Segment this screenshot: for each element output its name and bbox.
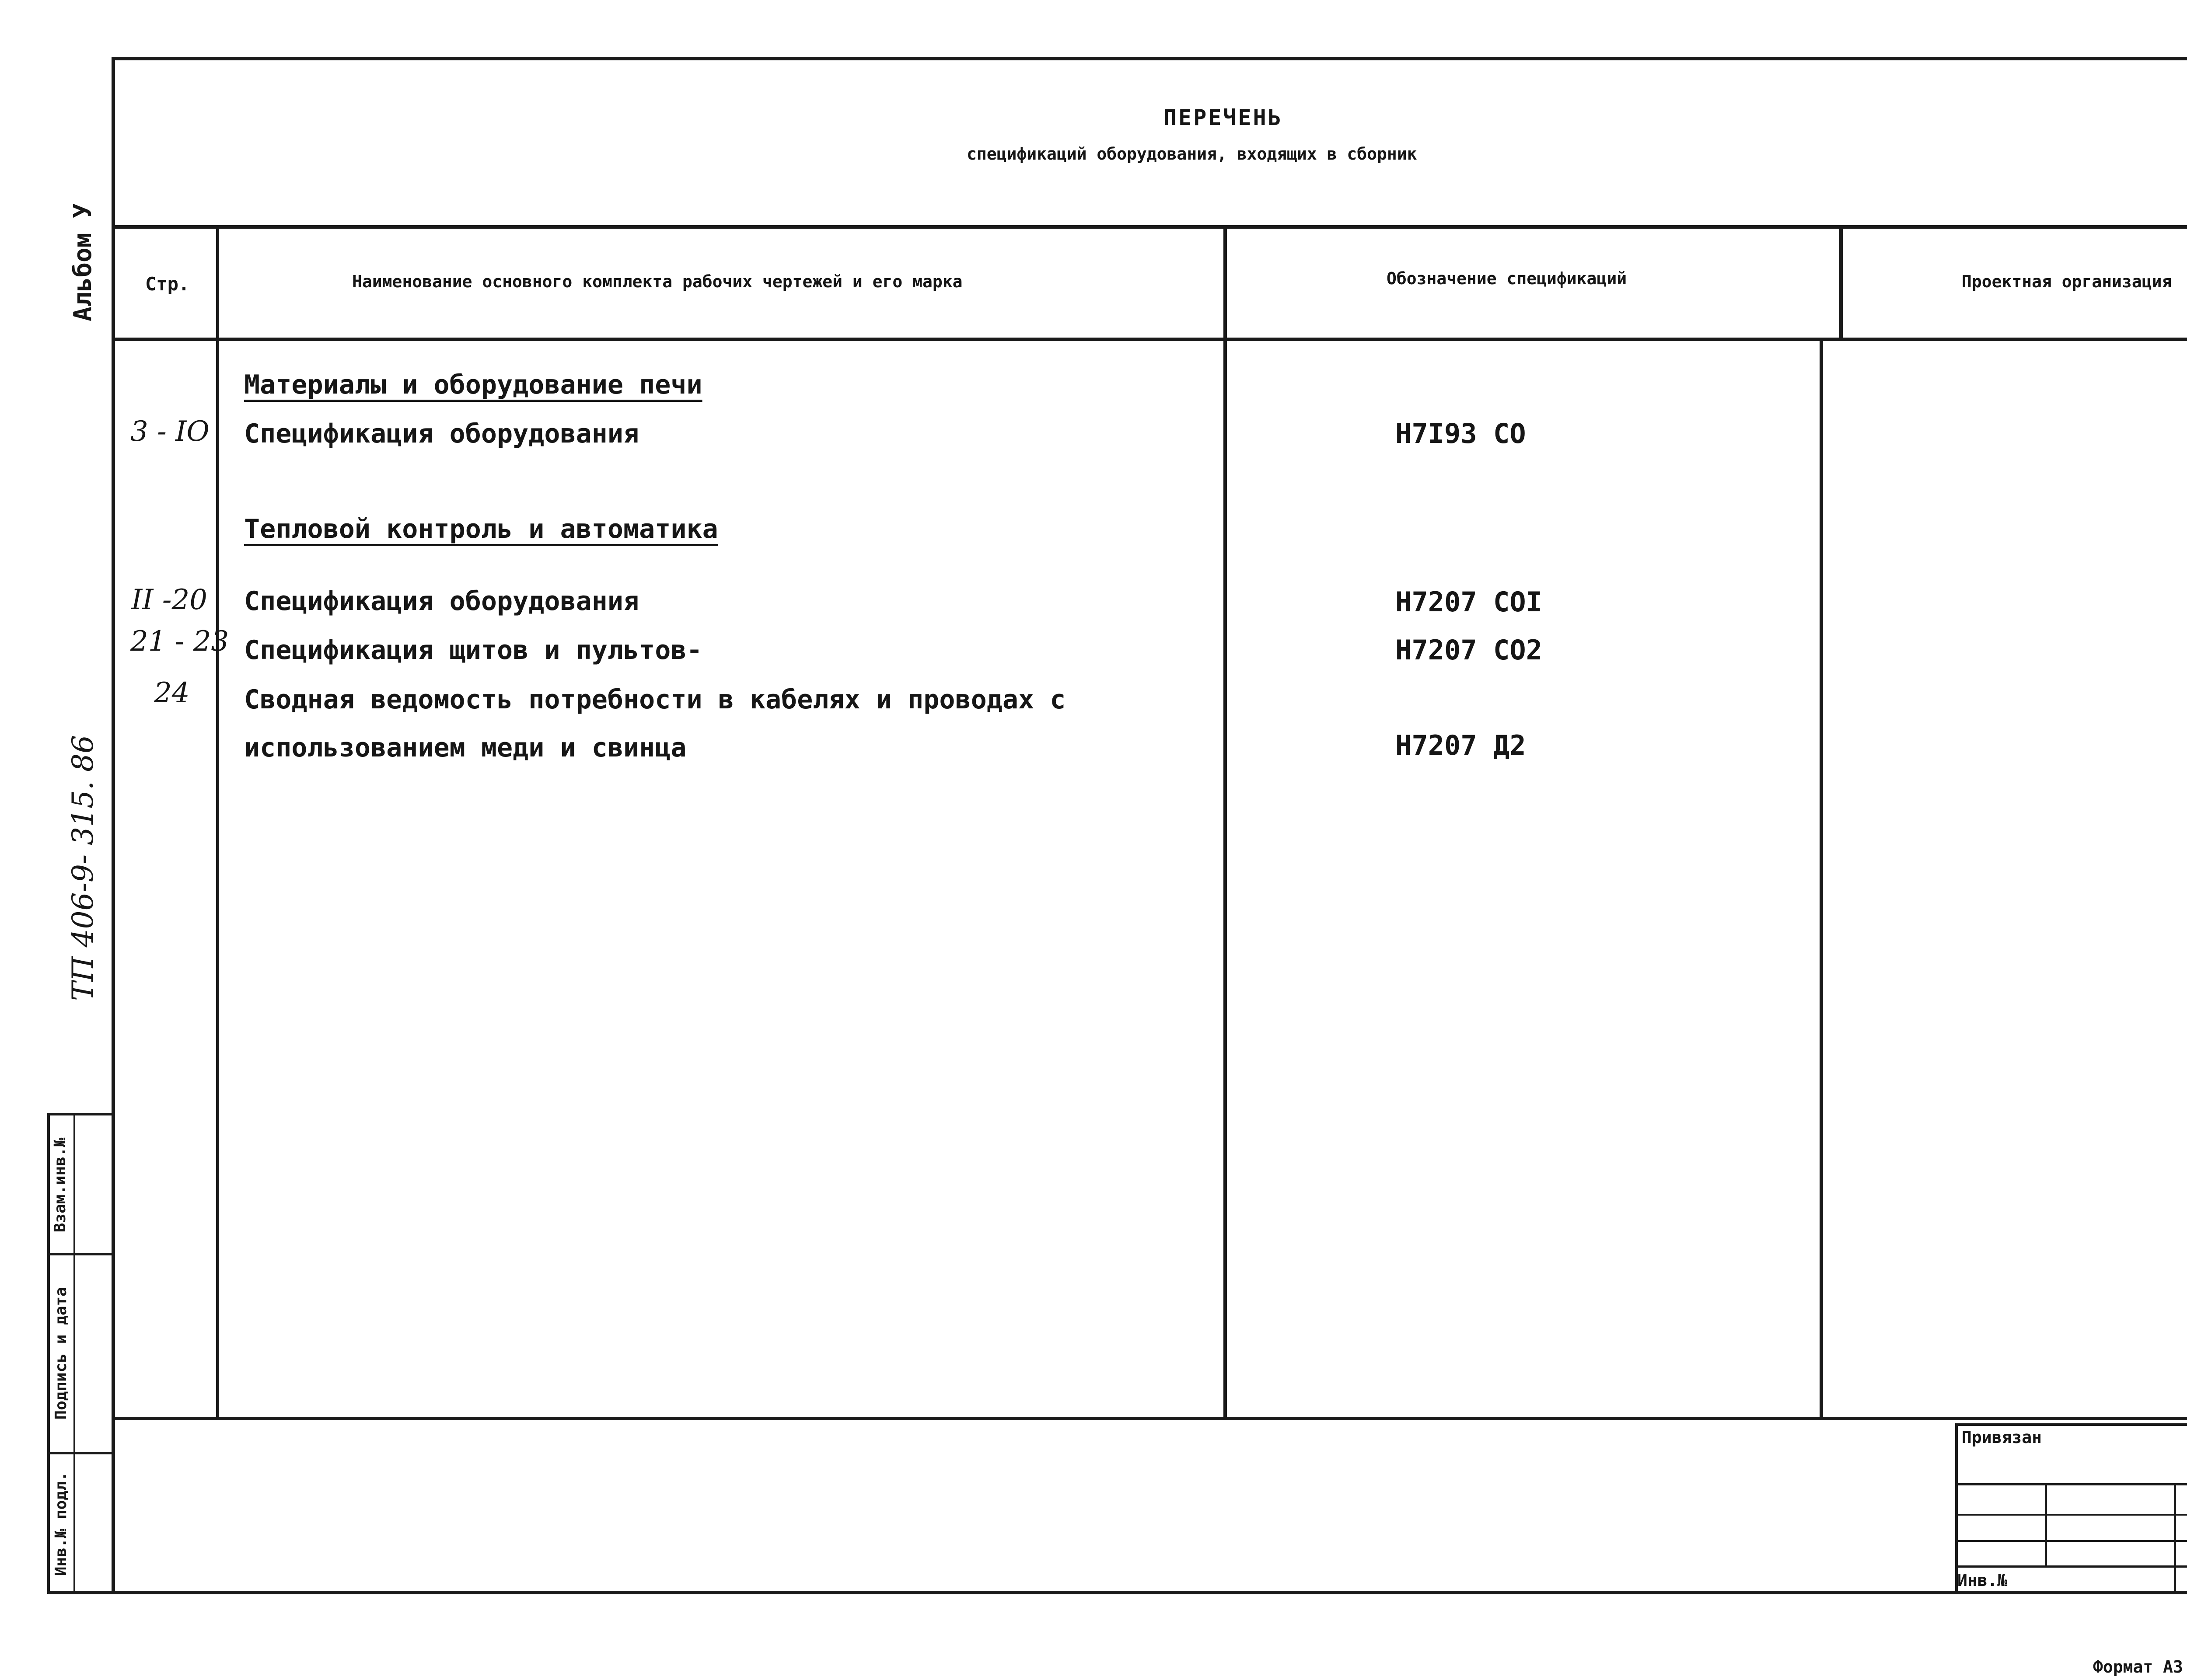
- section-heading: Тепловой контроль и автоматика: [244, 514, 718, 544]
- table-row-name: Спецификация щитов и пультов-: [244, 635, 702, 666]
- frame-top: [113, 57, 2187, 60]
- binding-stamp-top: [1955, 1423, 2187, 1426]
- stamp-top: [47, 1113, 114, 1115]
- column-header-org: Проектная организация: [1962, 272, 2172, 291]
- col-divider-2: [1223, 225, 1227, 1419]
- table-row-name: Спецификация оборудования: [244, 418, 639, 449]
- table-row-page: II -20: [131, 584, 207, 616]
- frame-bottom: [48, 1591, 2187, 1594]
- frame-left: [112, 57, 115, 1594]
- col-divider-3-lower: [1820, 341, 1823, 1419]
- binding-stamp-left: [1955, 1423, 1958, 1594]
- col-divider-1: [216, 225, 219, 1419]
- table-row-name: использованием меди и свинца: [244, 732, 687, 763]
- stamp-inventory-label: Инв.№ подл.: [52, 1471, 70, 1576]
- column-header-page: Стр.: [145, 273, 190, 295]
- table-row-name: Спецификация оборудования: [244, 586, 639, 617]
- table-row-page: 21 - 23: [130, 625, 229, 658]
- table-bottom-line: [113, 1417, 2187, 1420]
- table-row-code: Н7I93 СО: [1395, 418, 1526, 450]
- col-divider-3: [1839, 225, 1843, 341]
- table-row-page: 3 - IO: [130, 415, 210, 448]
- column-header-name: Наименование основного комплекта рабочих чертежей и его марка: [352, 272, 963, 291]
- table-row-page: 24: [154, 677, 190, 709]
- table-top-line: [113, 225, 2187, 229]
- header-bottom-line: [113, 338, 2187, 341]
- table-row-code: Н7207 СО2: [1395, 634, 1542, 666]
- page-subtitle: спецификаций оборудования, входящих в сборник: [967, 144, 1417, 164]
- section-heading: Материалы и оборудование печи: [244, 369, 702, 400]
- binding-inventory-label: Инв.№: [1957, 1571, 2008, 1590]
- table-row-code: Н7207 СОI: [1395, 586, 1542, 618]
- table-row-name: Сводная ведомость потребности в кабелях и проводах с: [244, 684, 1066, 715]
- stamp-replaced-label: Взам.инв.№: [51, 1137, 69, 1233]
- format-label: Формат А3: [2093, 1657, 2183, 1677]
- stamp-signature-label: Подпись и дата: [52, 1287, 70, 1420]
- binding-stamp-label: Привязан: [1962, 1428, 2042, 1447]
- page-title: ПЕРЕЧЕНЬ: [1163, 105, 1283, 130]
- stamp-mid-1: [47, 1253, 114, 1255]
- table-row-code: Н7207 Д2: [1395, 729, 1526, 761]
- column-header-code: Обозначение спецификаций: [1387, 269, 1627, 288]
- project-code-label: ТП 406-9- 315. 86: [66, 735, 100, 1001]
- album-label: Альбом У: [69, 203, 97, 321]
